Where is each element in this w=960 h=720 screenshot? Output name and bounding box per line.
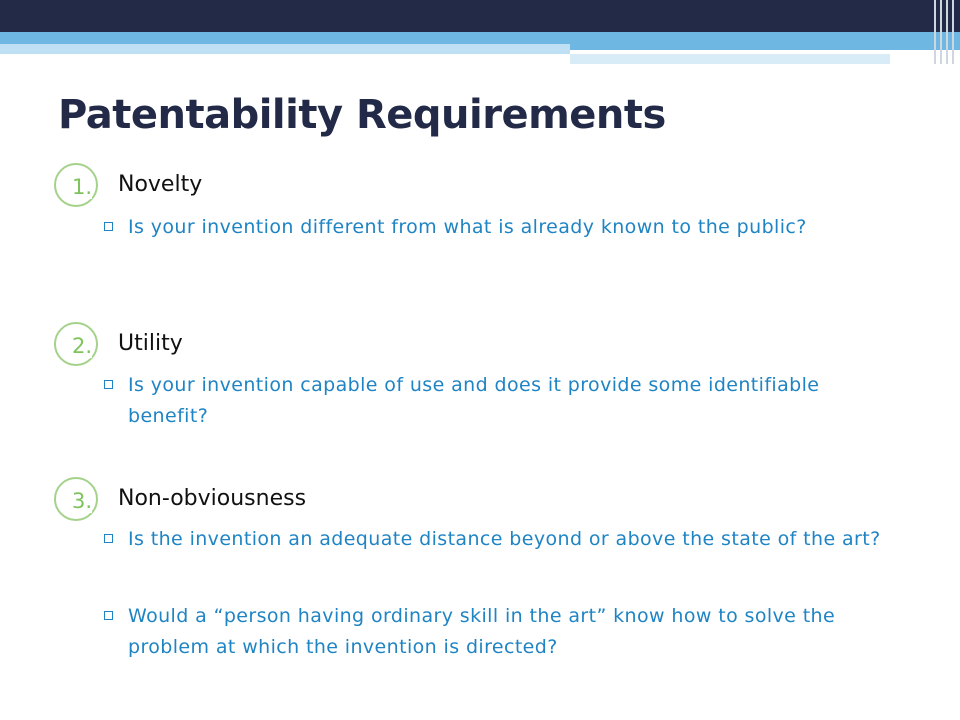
banner-decorative-lines	[930, 0, 960, 64]
subitem-text: Is your invention capable of use and does it provide some identifiable benefit?	[128, 374, 820, 427]
requirement-novelty: Novelty	[118, 172, 203, 197]
slide-title: Patentability Requirements	[58, 92, 666, 138]
number-badge-3	[54, 477, 98, 521]
banner-blue-stripe-right	[570, 44, 960, 50]
requirement-utility: Utility	[118, 331, 183, 356]
list-item	[104, 212, 884, 243]
list-item	[104, 601, 884, 663]
number-3: 3.	[72, 489, 93, 513]
square-bullet-icon	[104, 534, 113, 543]
banner-light-stripe	[0, 44, 570, 54]
requirement-non-obviousness: Non-obviousness	[118, 486, 307, 511]
square-bullet-icon	[104, 222, 113, 231]
banner-pale-stripe	[570, 54, 890, 64]
subitem-text: Would a “person having ordinary skill in the art” know how to solve the problem at which the invention is directed?	[128, 605, 836, 658]
list-item	[104, 370, 884, 432]
banner-dark-bar	[0, 0, 960, 32]
square-bullet-icon	[104, 380, 113, 389]
square-bullet-icon	[104, 611, 113, 620]
subitem-text: Is the invention an adequate distance beyond or above the state of the art?	[128, 528, 881, 550]
number-badge-2	[54, 322, 98, 366]
number-badge-1	[54, 163, 98, 207]
number-2: 2.	[72, 334, 93, 358]
banner-blue-stripe	[0, 32, 960, 44]
subitem-text: Is your invention different from what is already known to the public?	[128, 216, 807, 238]
list-item	[104, 524, 884, 555]
number-1: 1.	[72, 175, 93, 199]
